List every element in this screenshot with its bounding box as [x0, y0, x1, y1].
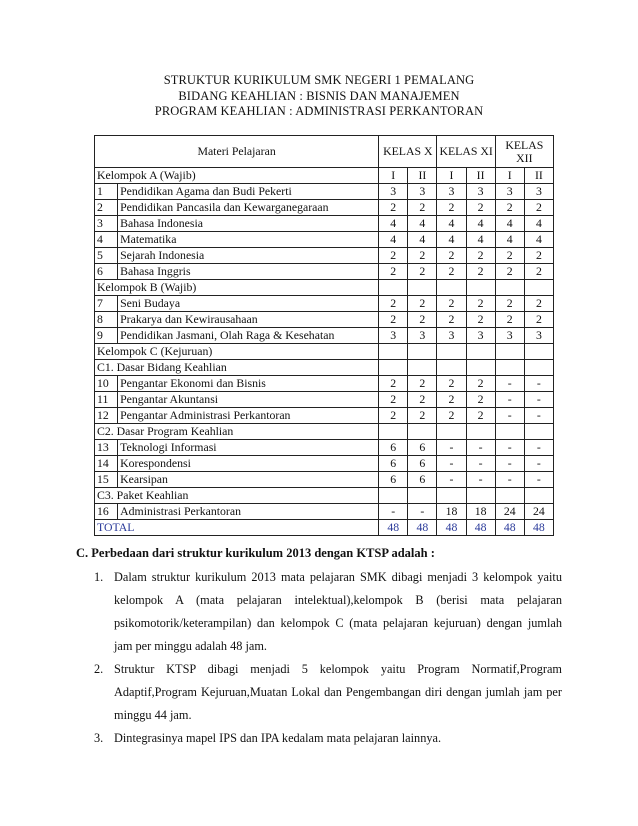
total-row	[95, 520, 554, 536]
hours-cell: 2	[466, 392, 495, 408]
hours-cell: 2	[408, 376, 437, 392]
empty-cell	[408, 280, 437, 296]
row-number: 8	[95, 312, 118, 328]
hours-cell: -	[495, 456, 524, 472]
table-row	[95, 376, 554, 392]
hours-cell: 2	[379, 312, 408, 328]
empty-cell	[408, 488, 437, 504]
empty-cell	[495, 280, 524, 296]
row-number: 10	[95, 376, 118, 392]
hours-cell: 18	[437, 504, 466, 520]
table-row	[95, 296, 554, 312]
subgroup-c1-row-label: C1. Dasar Bidang Keahlian	[95, 360, 379, 376]
subject-name: Administrasi Perkantoran	[118, 504, 379, 520]
hours-cell: 2	[437, 296, 466, 312]
hours-cell: -	[495, 440, 524, 456]
hours-cell: 2	[408, 200, 437, 216]
empty-cell	[495, 488, 524, 504]
hours-cell: -	[466, 440, 495, 456]
hours-cell: -	[495, 472, 524, 488]
hours-cell: 4	[408, 232, 437, 248]
row-number: 13	[95, 440, 118, 456]
semester-label: II	[466, 168, 495, 184]
hours-cell: -	[379, 504, 408, 520]
empty-cell	[524, 280, 553, 296]
hours-cell: -	[466, 472, 495, 488]
group-a-row-label: Kelompok A (Wajib)	[95, 168, 379, 184]
hours-cell: -	[524, 392, 553, 408]
empty-cell	[495, 424, 524, 440]
hours-cell: 2	[466, 376, 495, 392]
subject-name: Pengantar Administrasi Perkantoran	[118, 408, 379, 424]
hours-cell: -	[495, 376, 524, 392]
group-b-row-label: Kelompok B (Wajib)	[95, 280, 379, 296]
empty-cell	[379, 424, 408, 440]
list-item-number: 1.	[94, 570, 104, 584]
table-row	[95, 232, 554, 248]
hours-cell: 4	[466, 216, 495, 232]
hours-cell: 2	[437, 392, 466, 408]
table-row	[95, 312, 554, 328]
hours-cell: 2	[524, 312, 553, 328]
hours-cell: 2	[437, 376, 466, 392]
total-cell: 48	[524, 520, 553, 536]
hours-cell: 2	[379, 296, 408, 312]
hours-cell: 3	[495, 184, 524, 200]
hours-cell: 2	[495, 312, 524, 328]
list-item-number: 3.	[94, 731, 104, 745]
subject-name: Bahasa Indonesia	[118, 216, 379, 232]
group-b-row	[95, 280, 554, 296]
row-number: 15	[95, 472, 118, 488]
empty-cell	[437, 488, 466, 504]
total-cell: 48	[437, 520, 466, 536]
table-row	[95, 504, 554, 520]
table-row	[95, 440, 554, 456]
subject-name: Pengantar Akuntansi	[118, 392, 379, 408]
hours-cell: 3	[408, 328, 437, 344]
hours-cell: 4	[408, 216, 437, 232]
hours-cell: 2	[437, 408, 466, 424]
table-row	[95, 216, 554, 232]
hours-cell: 2	[466, 312, 495, 328]
row-number: 11	[95, 392, 118, 408]
hours-cell: 2	[379, 408, 408, 424]
hours-cell: 2	[408, 392, 437, 408]
hours-cell: 4	[379, 232, 408, 248]
hours-cell: 2	[408, 296, 437, 312]
hours-cell: 4	[466, 232, 495, 248]
empty-cell	[495, 360, 524, 376]
group-a-row	[95, 168, 554, 184]
section-heading: C. Perbedaan dari struktur kurikulum 2013 dengan KTSP adalah :	[76, 546, 435, 560]
row-number: 5	[95, 248, 118, 264]
subject-name: Kearsipan	[118, 472, 379, 488]
empty-cell	[379, 280, 408, 296]
subgroup-c3-row-label: C3. Paket Keahlian	[95, 488, 379, 504]
hours-cell: 6	[379, 472, 408, 488]
hours-cell: -	[466, 456, 495, 472]
difference-list	[94, 566, 562, 750]
header-kelas-x: KELAS X	[379, 136, 437, 168]
hours-cell: -	[495, 392, 524, 408]
hours-cell: 2	[379, 248, 408, 264]
empty-cell	[466, 344, 495, 360]
total-cell: 48	[495, 520, 524, 536]
hours-cell: -	[524, 376, 553, 392]
table-row	[95, 184, 554, 200]
empty-cell	[466, 424, 495, 440]
empty-cell	[495, 344, 524, 360]
header-materi: Materi Pelajaran	[95, 136, 379, 168]
subject-name: Sejarah Indonesia	[118, 248, 379, 264]
hours-cell: 2	[408, 312, 437, 328]
empty-cell	[437, 360, 466, 376]
empty-cell	[466, 360, 495, 376]
empty-cell	[524, 424, 553, 440]
empty-cell	[466, 280, 495, 296]
empty-cell	[379, 488, 408, 504]
hours-cell: 6	[379, 456, 408, 472]
table-row	[95, 472, 554, 488]
hours-cell: 4	[437, 216, 466, 232]
group-c-row-label: Kelompok C (Kejuruan)	[95, 344, 379, 360]
subject-name: Korespondensi	[118, 456, 379, 472]
hours-cell: 2	[408, 408, 437, 424]
hours-cell: -	[495, 408, 524, 424]
hours-cell: -	[437, 440, 466, 456]
table-row	[95, 456, 554, 472]
total-cell: 48	[379, 520, 408, 536]
subgroup-c2-row-label: C2. Dasar Program Keahlian	[95, 424, 379, 440]
hours-cell: 6	[379, 440, 408, 456]
subgroup-c2-row	[95, 424, 554, 440]
row-number: 2	[95, 200, 118, 216]
hours-cell: 3	[408, 184, 437, 200]
subject-name: Pendidikan Pancasila dan Kewarganegaraan	[118, 200, 379, 216]
empty-cell	[466, 488, 495, 504]
hours-cell: 4	[495, 216, 524, 232]
hours-cell: 2	[466, 264, 495, 280]
empty-cell	[524, 344, 553, 360]
empty-cell	[437, 344, 466, 360]
group-c-row	[95, 344, 554, 360]
header-kelas-xii: KELAS XII	[495, 136, 553, 168]
list-item	[94, 658, 562, 727]
table-row	[95, 328, 554, 344]
title-line-3: PROGRAM KEAHLIAN : ADMINISTRASI PERKANTORAN	[154, 104, 484, 118]
hours-cell: 3	[524, 328, 553, 344]
semester-label: I	[495, 168, 524, 184]
hours-cell: -	[437, 456, 466, 472]
empty-cell	[408, 344, 437, 360]
hours-cell: 4	[524, 216, 553, 232]
row-number: 6	[95, 264, 118, 280]
hours-cell: 2	[495, 248, 524, 264]
list-item	[94, 727, 562, 750]
row-number: 9	[95, 328, 118, 344]
hours-cell: 3	[437, 184, 466, 200]
total-label: TOTAL	[95, 520, 379, 536]
hours-cell: 2	[495, 264, 524, 280]
table-header-row	[95, 136, 554, 168]
hours-cell: 4	[524, 232, 553, 248]
hours-cell: 2	[437, 312, 466, 328]
empty-cell	[379, 344, 408, 360]
hours-cell: 2	[495, 200, 524, 216]
hours-cell: 2	[437, 248, 466, 264]
hours-cell: 3	[524, 184, 553, 200]
hours-cell: 3	[466, 328, 495, 344]
hours-cell: 2	[379, 200, 408, 216]
hours-cell: -	[524, 456, 553, 472]
subject-name: Seni Budaya	[118, 296, 379, 312]
hours-cell: 6	[408, 472, 437, 488]
hours-cell: -	[524, 472, 553, 488]
row-number: 14	[95, 456, 118, 472]
hours-cell: 2	[379, 264, 408, 280]
hours-cell: -	[437, 472, 466, 488]
hours-cell: 6	[408, 456, 437, 472]
row-number: 1	[95, 184, 118, 200]
table-row	[95, 248, 554, 264]
hours-cell: 2	[379, 392, 408, 408]
semester-label: II	[524, 168, 553, 184]
row-number: 7	[95, 296, 118, 312]
semester-label: II	[408, 168, 437, 184]
hours-cell: 2	[466, 200, 495, 216]
empty-cell	[408, 360, 437, 376]
empty-cell	[408, 424, 437, 440]
subject-name: Prakarya dan Kewirausahaan	[118, 312, 379, 328]
curriculum-table	[94, 135, 554, 536]
list-item-text: Struktur KTSP dibagi menjadi 5 kelompok yaitu Program Normatif,Program Adaptif,Program Kejuruan,Muatan Lokal dan Pengembangan diri dengan jumlah jam per minggu 44 jam.	[114, 662, 562, 722]
hours-cell: 2	[466, 248, 495, 264]
hours-cell: -	[524, 440, 553, 456]
hours-cell: 24	[524, 504, 553, 520]
row-number: 12	[95, 408, 118, 424]
title-line-1: STRUKTUR KURIKULUM SMK NEGERI 1 PEMALANG	[163, 73, 475, 87]
hours-cell: 2	[437, 200, 466, 216]
empty-cell	[437, 424, 466, 440]
total-cell: 48	[466, 520, 495, 536]
empty-cell	[379, 360, 408, 376]
hours-cell: 2	[466, 296, 495, 312]
hours-cell: 3	[437, 328, 466, 344]
hours-cell: 2	[524, 200, 553, 216]
table-row	[95, 200, 554, 216]
subject-name: Teknologi Informasi	[118, 440, 379, 456]
hours-cell: 3	[379, 184, 408, 200]
list-item-text: Dintegrasinya mapel IPS dan IPA kedalam mata pelajaran lainnya.	[114, 731, 442, 745]
hours-cell: 3	[466, 184, 495, 200]
document-title	[0, 73, 638, 120]
hours-cell: -	[524, 408, 553, 424]
row-number: 16	[95, 504, 118, 520]
subgroup-c3-row	[95, 488, 554, 504]
empty-cell	[437, 280, 466, 296]
hours-cell: 2	[495, 296, 524, 312]
hours-cell: 2	[466, 408, 495, 424]
hours-cell: 2	[524, 296, 553, 312]
list-item-number: 2.	[94, 662, 104, 676]
hours-cell: 2	[379, 376, 408, 392]
total-cell: 48	[408, 520, 437, 536]
row-number: 4	[95, 232, 118, 248]
semester-label: I	[379, 168, 408, 184]
semester-label: I	[437, 168, 466, 184]
table-row	[95, 408, 554, 424]
hours-cell: 3	[379, 328, 408, 344]
empty-cell	[524, 360, 553, 376]
hours-cell: 4	[495, 232, 524, 248]
hours-cell: 24	[495, 504, 524, 520]
subject-name: Bahasa Inggris	[118, 264, 379, 280]
hours-cell: 4	[379, 216, 408, 232]
hours-cell: 3	[495, 328, 524, 344]
hours-cell: 2	[524, 264, 553, 280]
subject-name: Matematika	[118, 232, 379, 248]
subgroup-c1-row	[95, 360, 554, 376]
list-item	[94, 566, 562, 658]
hours-cell: -	[408, 504, 437, 520]
hours-cell: 18	[466, 504, 495, 520]
hours-cell: 2	[524, 248, 553, 264]
empty-cell	[524, 488, 553, 504]
hours-cell: 6	[408, 440, 437, 456]
subject-name: Pendidikan Agama dan Budi Pekerti	[118, 184, 379, 200]
list-item-text: Dalam struktur kurikulum 2013 mata pelajaran SMK dibagi menjadi 3 kelompok yaitu kelompok A (mata pelajaran intelektual),kelompok B (berisi mata pelajaran psikomotorik/keterampilan) dan kelompok C (mata pelajaran kejuruan) dengan jumlah jam per minggu adalah 48 jam.	[114, 570, 562, 653]
header-kelas-xi: KELAS XI	[437, 136, 495, 168]
subject-name: Pendidikan Jasmani, Olah Raga & Kesehatan	[118, 328, 379, 344]
table-row	[95, 264, 554, 280]
table-row	[95, 392, 554, 408]
hours-cell: 2	[408, 264, 437, 280]
hours-cell: 4	[437, 232, 466, 248]
title-line-2: BIDANG KEAHLIAN : BISNIS DAN MANAJEMEN	[178, 88, 460, 103]
row-number: 3	[95, 216, 118, 232]
subject-name: Pengantar Ekonomi dan Bisnis	[118, 376, 379, 392]
hours-cell: 2	[437, 264, 466, 280]
hours-cell: 2	[408, 248, 437, 264]
